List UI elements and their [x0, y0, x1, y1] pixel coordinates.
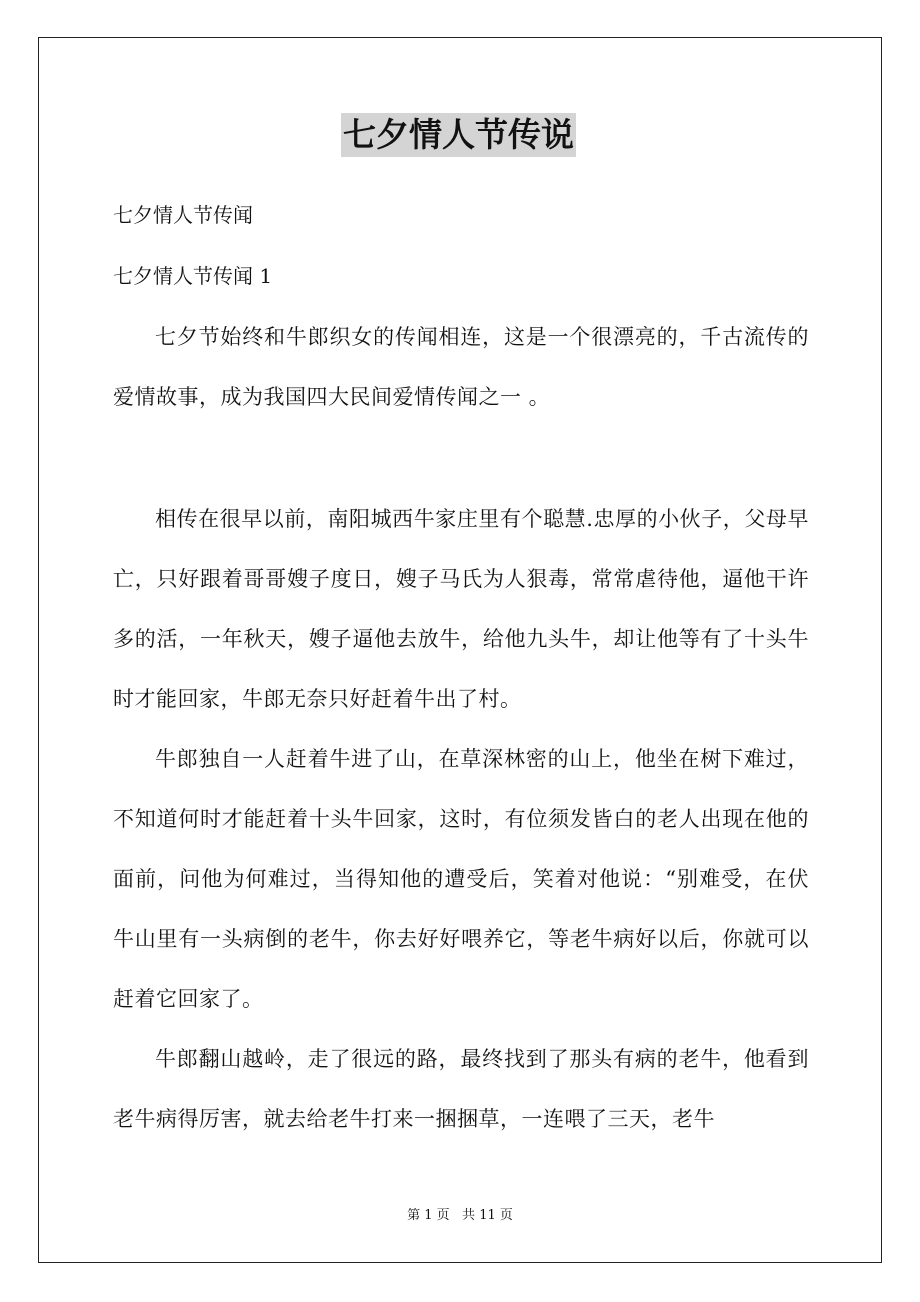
paragraph-2: 相传在很早以前，南阳城西牛家庄里有个聪慧.忠厚的小伙子，父母早亡，只好跟着哥哥嫂子度日，嫂子马氏为人狠毒，常常虐待他，逼他干许多的活，一年秋天，嫂子逼他去放牛，给他九头牛，却让他等有了十头牛时才能回家，牛郎无奈只好赶着牛出了村。 — [113, 507, 809, 711]
subheading-1: 七夕情人节传闻 — [113, 203, 253, 227]
paragraph-3: 牛郎独自一人赶着牛进了山，在草深林密的山上，他坐在树下难过，不知道何时才能赶着十头牛回家，这时，有位须发皆白的老人出现在他的面前，问他为何难过，当得知他的遭受后，笑着对他说：“别难受，在伏牛山里有一头病倒的老牛，你去好好喂养它，等老牛病好以后，你就可以赶着它回家了。 — [113, 747, 809, 1011]
document-title: 七夕情人节传说 — [341, 113, 576, 157]
paragraph-1: 七夕节始终和牛郎织女的传闻相连，这是一个很漂亮的，千古流传的爱情故事，成为我国四大民间爱情传闻之一 。 — [113, 325, 809, 409]
page-number-footer: 第 1 页 共 11 页 — [407, 1208, 513, 1223]
subheading-2: 七夕情人节传闻 1 — [113, 264, 273, 288]
paragraph-4: 牛郎翻山越岭，走了很远的路，最终找到了那头有病的老牛，他看到老牛病得厉害，就去给老牛打来一捆捆草，一连喂了三天，老牛 — [113, 1047, 809, 1131]
